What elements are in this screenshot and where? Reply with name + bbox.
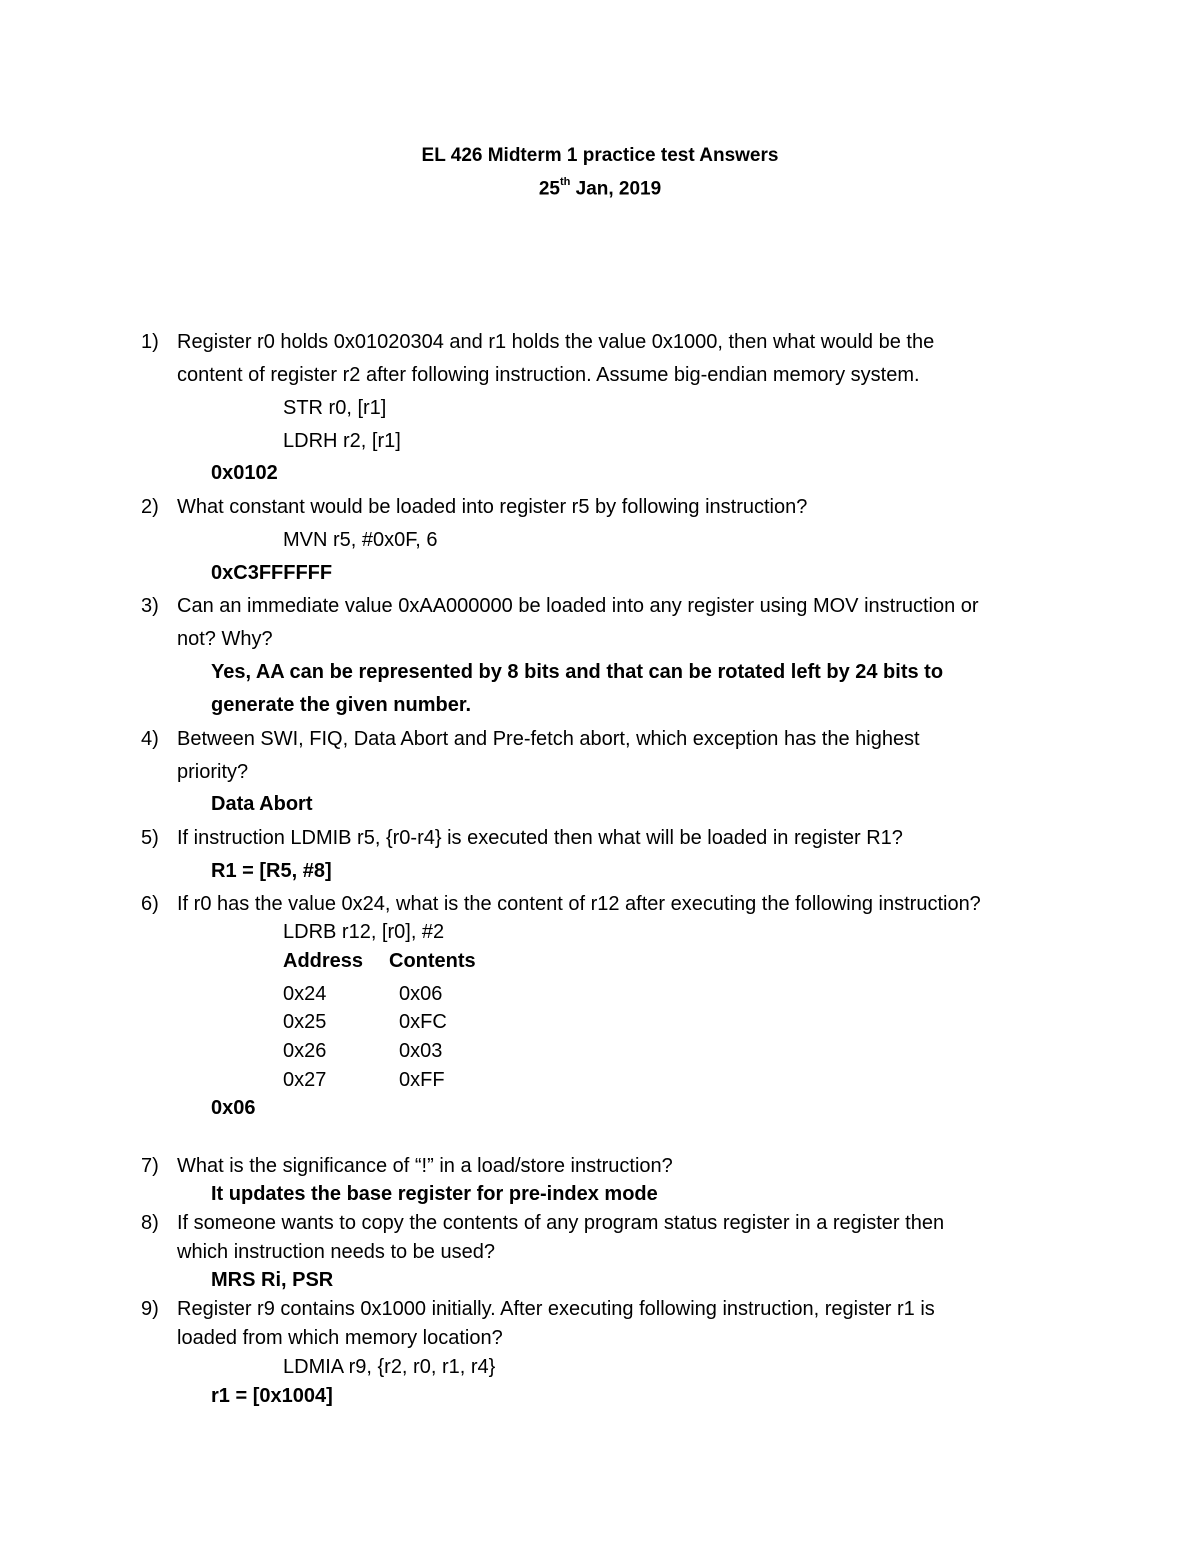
answer-text: r1 = [0x1004] [211, 1385, 333, 1407]
question-number: 1) [141, 331, 159, 353]
answer-text: Yes, AA can be represented by 8 bits and that can be rotated left by 24 bits to [211, 661, 944, 683]
question-text: If r0 has the value 0x24, what is the content of r12 after executing the following instruction? [177, 893, 981, 915]
question-text: If someone wants to copy the contents of any program status register in a register then [177, 1212, 945, 1234]
table-header-contents: Contents [389, 950, 476, 972]
date-day: 25 [538, 178, 560, 200]
table-cell-address: 0x25 [283, 1011, 327, 1033]
question-text: priority? [177, 761, 249, 783]
answer-text: 0x06 [211, 1097, 256, 1119]
code-line: STR r0, [r1] [283, 397, 387, 419]
question-text: content of register r2 after following instruction. Assume big-endian memory system. [177, 364, 920, 386]
question-text: Between SWI, FIQ, Data Abort and Pre-fetch abort, which exception has the highest [177, 728, 920, 750]
question-text: If instruction LDMIB r5, {r0-r4} is executed then what will be loaded in register R1? [177, 827, 903, 849]
table-cell-address: 0x24 [283, 983, 327, 1005]
code-line: LDMIA r9, {r2, r0, r1, r4} [283, 1356, 496, 1378]
table-header-address: Address [283, 950, 364, 972]
document-date [0, 178, 1200, 200]
question-text: What constant would be loaded into register r5 by following instruction? [177, 496, 808, 518]
question-number: 9) [141, 1298, 159, 1320]
answer-text: R1 = [R5, #8] [211, 860, 332, 882]
table-cell-address: 0x27 [283, 1069, 327, 1091]
question-number: 2) [141, 496, 159, 518]
question-text: which instruction needs to be used? [177, 1241, 495, 1263]
answer-text: MRS Ri, PSR [211, 1269, 334, 1291]
code-line: LDRB r12, [r0], #2 [283, 921, 445, 943]
answer-text: Data Abort [211, 793, 313, 815]
answer-text: It updates the base register for pre-index mode [211, 1183, 658, 1205]
date-rest: Jan, 2019 [570, 178, 662, 200]
question-text: not? Why? [177, 628, 273, 650]
table-cell-contents: 0x06 [399, 983, 443, 1005]
code-line: LDRH r2, [r1] [283, 430, 401, 452]
question-text: Can an immediate value 0xAA000000 be loaded into any register using MOV instruction or [177, 595, 979, 617]
question-number: 3) [141, 595, 159, 617]
question-text: What is the significance of “!” in a load/store instruction? [177, 1155, 673, 1177]
table-cell-address: 0x26 [283, 1040, 327, 1062]
answer-text: generate the given number. [211, 694, 472, 716]
question-text: Register r0 holds 0x01020304 and r1 holds the value 0x1000, then what would be the [177, 331, 935, 353]
date-suffix: th [559, 176, 571, 188]
answer-text: 0x0102 [211, 462, 278, 484]
question-number: 5) [141, 827, 159, 849]
code-line: MVN r5, #0x0F, 6 [283, 529, 438, 551]
question-number: 7) [141, 1155, 159, 1177]
answer-text: 0xC3FFFFFF [211, 562, 333, 584]
table-cell-contents: 0x03 [399, 1040, 443, 1062]
document-title: EL 426 Midterm 1 practice test Answers [421, 145, 779, 166]
question-number: 6) [141, 893, 159, 915]
question-number: 4) [141, 728, 159, 750]
question-text: loaded from which memory location? [177, 1327, 503, 1349]
table-cell-contents: 0xFF [399, 1069, 445, 1091]
table-cell-contents: 0xFC [399, 1011, 447, 1033]
question-number: 8) [141, 1212, 159, 1234]
question-text: Register r9 contains 0x1000 initially. After executing following instruction, register r1 is [177, 1298, 935, 1320]
